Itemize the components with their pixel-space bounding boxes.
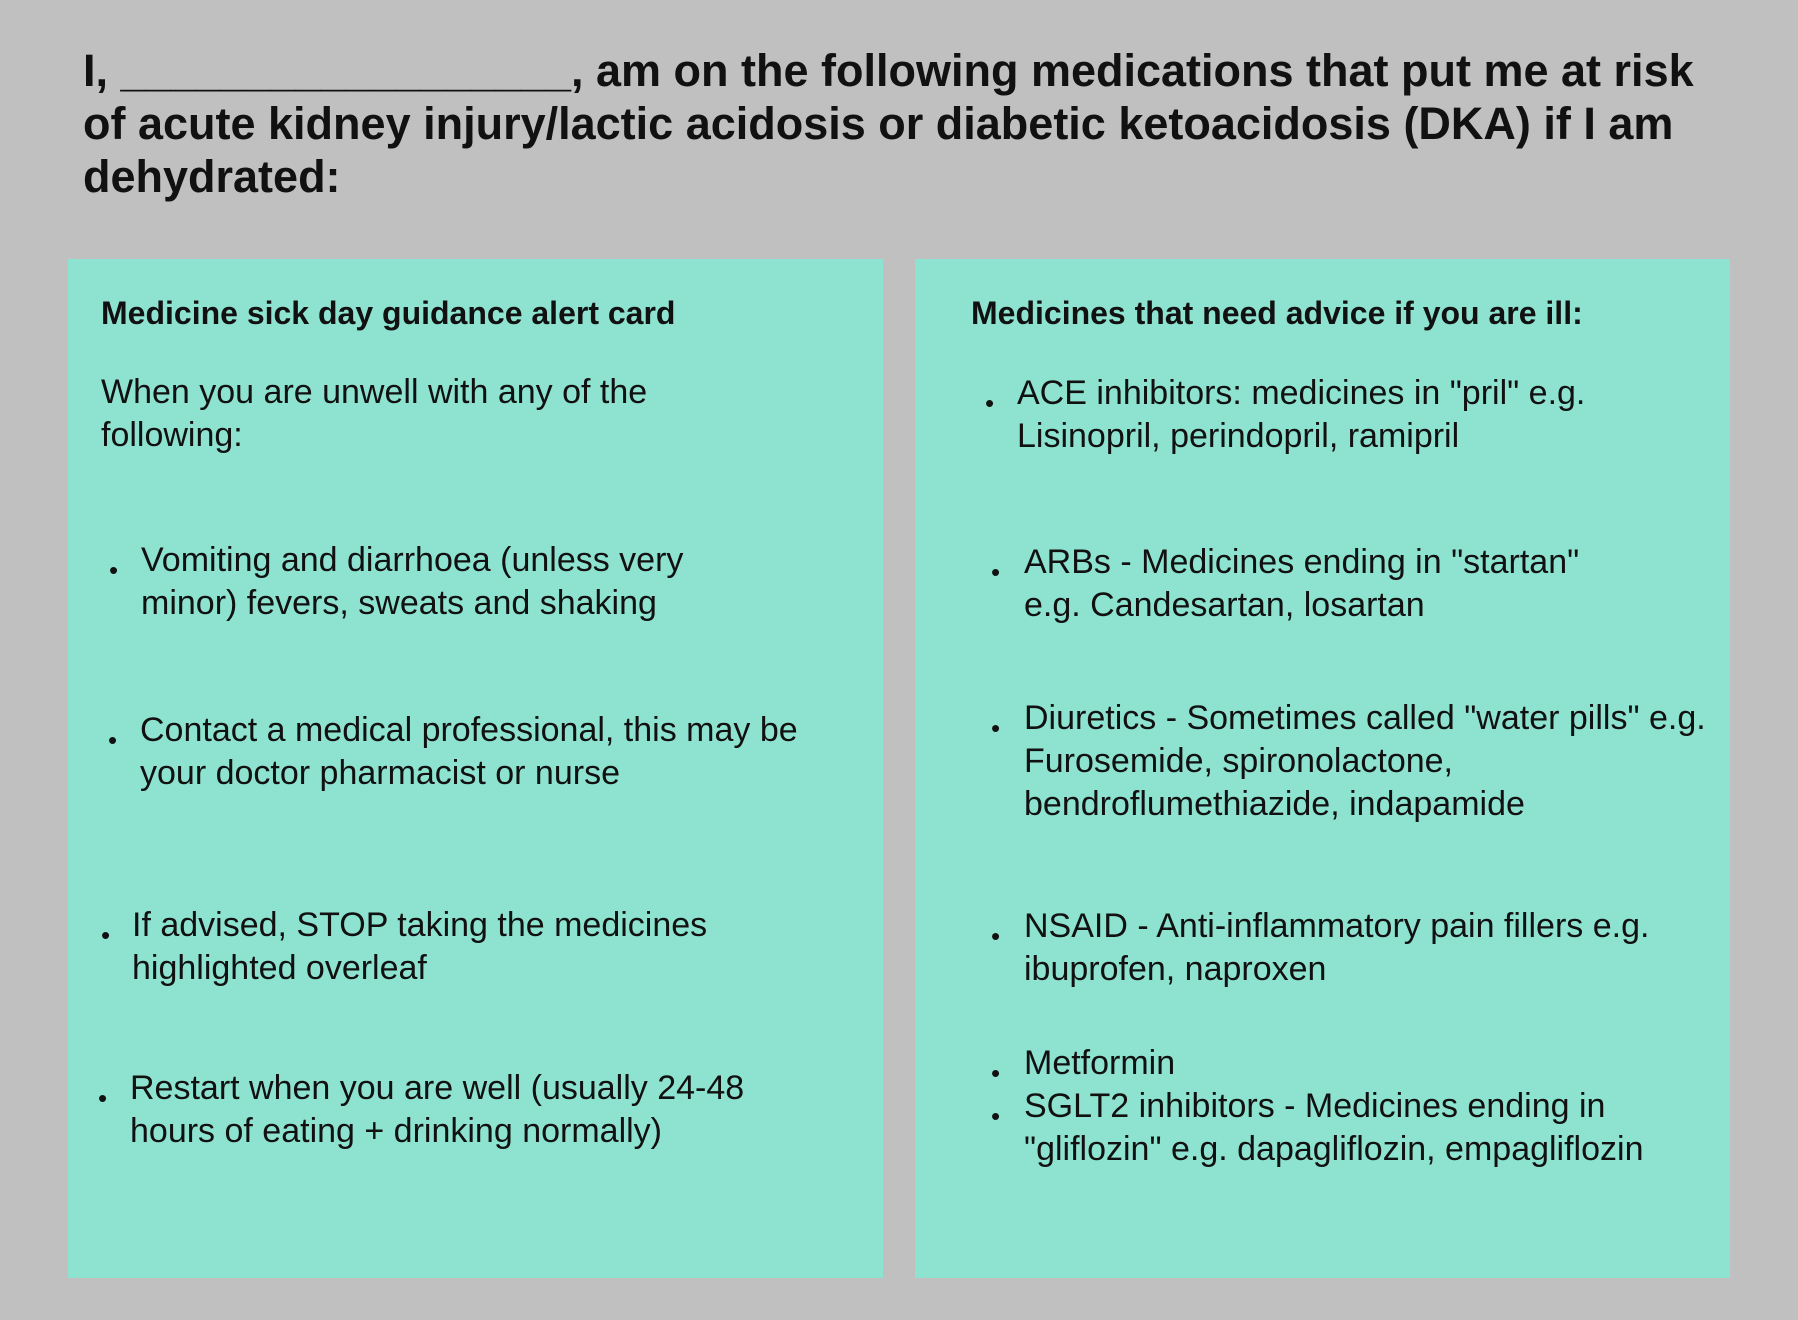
list-item: Vomiting and diarrhoea (unless very minor) fevers, sweats and shaking: [141, 541, 684, 622]
medicines-list-card: [915, 259, 1730, 1278]
list-item: Restart when you are well (usually 24-48 hours of eating + drinking normally): [130, 1069, 745, 1150]
bullet-dot: •: [991, 921, 1001, 951]
bullet-dot: •: [98, 1083, 108, 1113]
bullet-dot: •: [985, 388, 995, 418]
bullet-dot: •: [109, 555, 119, 585]
list-item: ACE inhibitors: medicines in "pril" e.g. Lisinopril, perindopril, ramipril: [1017, 374, 1586, 455]
list-item: Diuretics - Sometimes called "water pills" e.g. Furosemide, spironolactone, bendroflumethiazide, indapamide: [1024, 699, 1706, 823]
bullet-dot: •: [991, 1101, 1001, 1131]
list-item: SGLT2 inhibitors - Medicines ending in "gliflozin" e.g. dapagliflozin, empagliflozin: [1024, 1087, 1644, 1168]
card-heading: Medicines that need advice if you are ill:: [971, 295, 1583, 331]
bullet-dot: •: [101, 920, 111, 950]
card-intro-text: When you are unwell with any of the following:: [101, 373, 648, 454]
card-heading: Medicine sick day guidance alert card: [101, 295, 676, 331]
list-item: ARBs - Medicines ending in "startan" e.g. Candesartan, losartan: [1024, 543, 1580, 624]
bullet-dot: •: [991, 713, 1001, 743]
intro-statement: I, __________________, am on the following medications that put me at risk of acute kidney injury/lactic acidosis or diabetic ketoacidosis (DKA) if I am dehydrated:: [83, 45, 1694, 202]
bullet-dot: •: [108, 725, 118, 755]
list-item: Metformin: [1024, 1044, 1176, 1082]
list-item: NSAID - Anti-inflammatory pain fillers e.g. ibuprofen, naproxen: [1024, 907, 1650, 988]
bullet-dot: •: [991, 1058, 1001, 1088]
bullet-dot: •: [991, 557, 1001, 587]
list-item: Contact a medical professional, this may be your doctor pharmacist or nurse: [140, 711, 798, 792]
sick-day-guidance-card: [68, 259, 883, 1278]
list-item: If advised, STOP taking the medicines highlighted overleaf: [132, 906, 708, 987]
